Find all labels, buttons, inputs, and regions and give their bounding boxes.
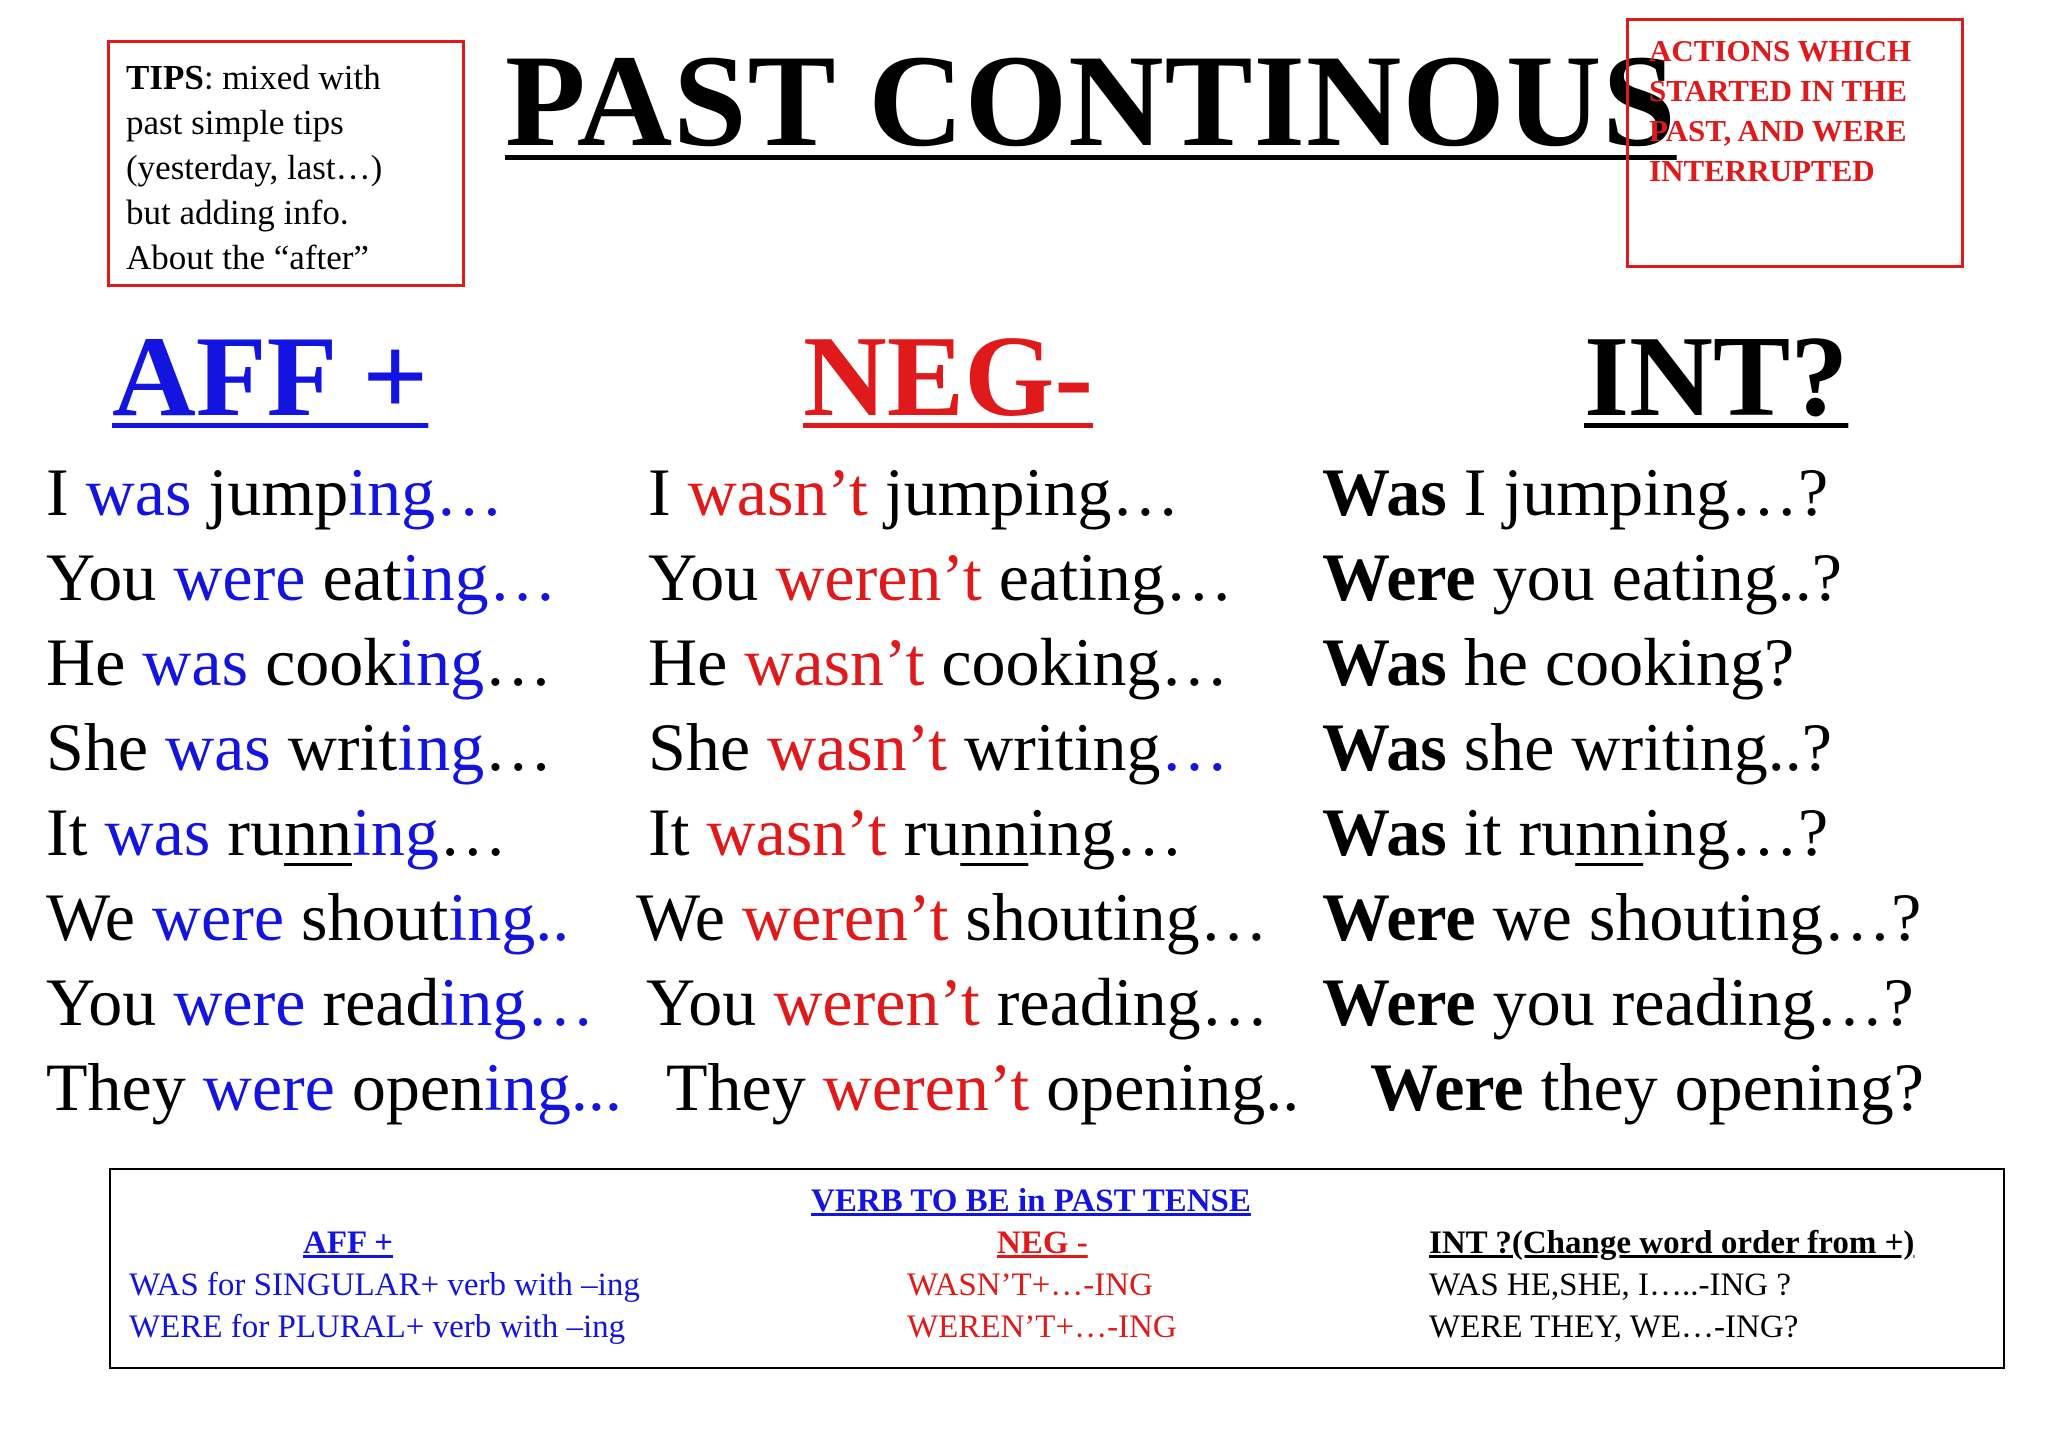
neg-sentence [646, 960, 1269, 1044]
auxiliary-verb: Were [1370, 1049, 1524, 1125]
auxiliary-verb: wasn’t [744, 624, 925, 700]
verb-stem: eat [305, 539, 402, 615]
summary-neg-line: WEREN’T+…-ING [907, 1309, 1177, 1345]
ellipsis: … [484, 709, 553, 785]
auxiliary-verb: Was [1322, 454, 1447, 530]
tips-line: past simple tips [126, 103, 344, 142]
tips-text: : mixed with [203, 58, 381, 97]
double-consonant: nn [960, 794, 1029, 870]
verb-phrase: it ru [1446, 794, 1576, 870]
verb-phrase: reading… [979, 964, 1269, 1040]
neg-sentence [666, 1045, 1299, 1129]
int-sentence [1322, 875, 1921, 959]
auxiliary-verb: weren’t [775, 539, 982, 615]
verb-phrase: ru [886, 794, 961, 870]
ellipsis: … [484, 624, 553, 700]
tips-line: About the “after” [126, 238, 369, 277]
verb-stem: jump [191, 454, 349, 530]
subject: They [46, 1049, 203, 1125]
summary-neg-heading: NEG - [997, 1225, 1088, 1261]
tips-line: (yesterday, last…) [126, 148, 383, 187]
auxiliary-verb: weren’t [741, 879, 949, 955]
verb-phrase: we shouting…? [1475, 879, 1922, 955]
ing-ending: ing... [484, 1049, 622, 1125]
auxiliary-verb: wasn’t [687, 454, 868, 530]
aff-sentence [46, 705, 552, 789]
verb-phrase: cooking… [924, 624, 1229, 700]
summary-title: VERB TO BE in PAST TENSE [811, 1183, 1251, 1219]
auxiliary-verb: was [104, 794, 211, 870]
heading-negative: NEG- [803, 313, 1093, 441]
verb-phrase: opening.. [1029, 1049, 1300, 1125]
auxiliary-verb: Was [1322, 624, 1447, 700]
ing-ending: ing [397, 709, 485, 785]
verb-phrase: jumping… [867, 454, 1180, 530]
subject: You [46, 964, 174, 1040]
subject: We [636, 879, 742, 955]
auxiliary-verb: were [151, 879, 285, 955]
subject: We [46, 879, 152, 955]
auxiliary-verb: were [173, 539, 306, 615]
actions-line: ACTIONS WHICH [1649, 33, 1912, 68]
int-sentence [1322, 620, 1794, 704]
int-sentence [1370, 1045, 1924, 1129]
neg-sentence [648, 790, 1183, 874]
subject: You [46, 539, 174, 615]
subject: You [648, 539, 776, 615]
ing-ending: ing.. [448, 879, 570, 955]
auxiliary-verb: wasn’t [706, 794, 887, 870]
auxiliary-verb: was [165, 709, 271, 785]
ing-ending: ing… [439, 964, 595, 1040]
actions-box [1626, 18, 1964, 268]
tips-line [126, 55, 446, 100]
actions-line: PAST, AND WERE [1649, 113, 1907, 148]
auxiliary-verb: were [173, 964, 306, 1040]
summary-aff-line: WAS for SINGULAR+ verb with –ing [129, 1267, 640, 1303]
tips-label: TIPS [126, 58, 204, 97]
page-title: PAST CONTINOUS [505, 27, 1677, 174]
verb-phrase: I jumping…? [1446, 454, 1829, 530]
verb-stem: open [334, 1049, 485, 1125]
auxiliary-verb: weren’t [822, 1049, 1030, 1125]
neg-sentence [648, 620, 1228, 704]
ing-ending: ing… [401, 539, 557, 615]
summary-aff-heading: AFF + [303, 1225, 393, 1261]
auxiliary-verb: weren’t [773, 964, 980, 1040]
heading-affirmative: AFF + [112, 313, 429, 441]
verb-phrase: he cooking? [1446, 624, 1795, 700]
actions-line: STARTED IN THE [1649, 73, 1907, 108]
double-consonant: nn [283, 794, 352, 870]
int-sentence [1322, 960, 1914, 1044]
verb-ending: ing… [1028, 794, 1184, 870]
double-consonant: nn [1575, 794, 1644, 870]
verb-stem: shout [284, 879, 449, 955]
verb-ending: ing…? [1643, 794, 1829, 870]
subject: You [646, 964, 774, 1040]
verb-phrase: she writing..? [1446, 709, 1832, 785]
ing-ending: ing [397, 624, 485, 700]
subject: He [648, 624, 745, 700]
tips-box [107, 40, 465, 287]
subject: I [46, 454, 86, 530]
summary-int-heading: INT ?(Change word order from +) [1429, 1225, 1915, 1261]
ing-ending: ing [351, 794, 439, 870]
ing-ending: ing… [348, 454, 504, 530]
verb-phrase: eating… [981, 539, 1233, 615]
aff-sentence [46, 875, 569, 959]
summary-box [109, 1168, 2005, 1369]
auxiliary-verb: was [142, 624, 249, 700]
auxiliary-verb: Were [1322, 964, 1476, 1040]
aff-sentence [46, 535, 557, 619]
tips-line: but adding info. [126, 193, 349, 232]
auxiliary-verb: were [202, 1049, 335, 1125]
ellipsis: … [438, 794, 507, 870]
subject: He [46, 624, 143, 700]
aff-sentence [46, 620, 552, 704]
ellipsis: … [1160, 709, 1229, 785]
verb-stem: read [305, 964, 440, 1040]
int-sentence [1322, 705, 1832, 789]
neg-sentence [636, 875, 1268, 959]
summary-int-line: WERE THEY, WE…-ING? [1429, 1309, 1799, 1345]
verb-phrase: you reading…? [1475, 964, 1914, 1040]
verb-phrase: writing [947, 709, 1161, 785]
auxiliary-verb: Was [1322, 794, 1447, 870]
summary-int-line: WAS HE,SHE, I…..-ING ? [1429, 1267, 1792, 1303]
subject: It [46, 794, 105, 870]
verb-phrase: you eating..? [1475, 539, 1842, 615]
aff-sentence [46, 450, 503, 534]
neg-sentence [648, 450, 1179, 534]
subject: She [648, 709, 767, 785]
aff-sentence [46, 790, 507, 874]
verb-stem: ru [210, 794, 284, 870]
int-sentence [1322, 790, 1828, 874]
auxiliary-verb: Were [1322, 539, 1476, 615]
aff-sentence [46, 960, 594, 1044]
summary-neg-line: WASN’T+…-ING [907, 1267, 1153, 1303]
verb-stem: cook [248, 624, 398, 700]
int-sentence [1322, 450, 1828, 534]
int-sentence [1322, 535, 1842, 619]
subject: It [648, 794, 707, 870]
auxiliary-verb: was [85, 454, 192, 530]
verb-stem: writ [270, 709, 398, 785]
neg-sentence [648, 535, 1233, 619]
aff-sentence [46, 1045, 622, 1129]
auxiliary-verb: Were [1322, 879, 1476, 955]
summary-aff-line: WERE for PLURAL+ verb with –ing [129, 1309, 626, 1345]
heading-interrogative: INT? [1584, 313, 1849, 441]
actions-line: INTERRUPTED [1649, 153, 1875, 188]
verb-phrase: they opening? [1523, 1049, 1924, 1125]
neg-sentence [648, 705, 1229, 789]
auxiliary-verb: wasn’t [767, 709, 948, 785]
subject: I [648, 454, 688, 530]
auxiliary-verb: Was [1322, 709, 1447, 785]
verb-phrase: shouting… [948, 879, 1268, 955]
subject: They [666, 1049, 823, 1125]
subject: She [46, 709, 165, 785]
